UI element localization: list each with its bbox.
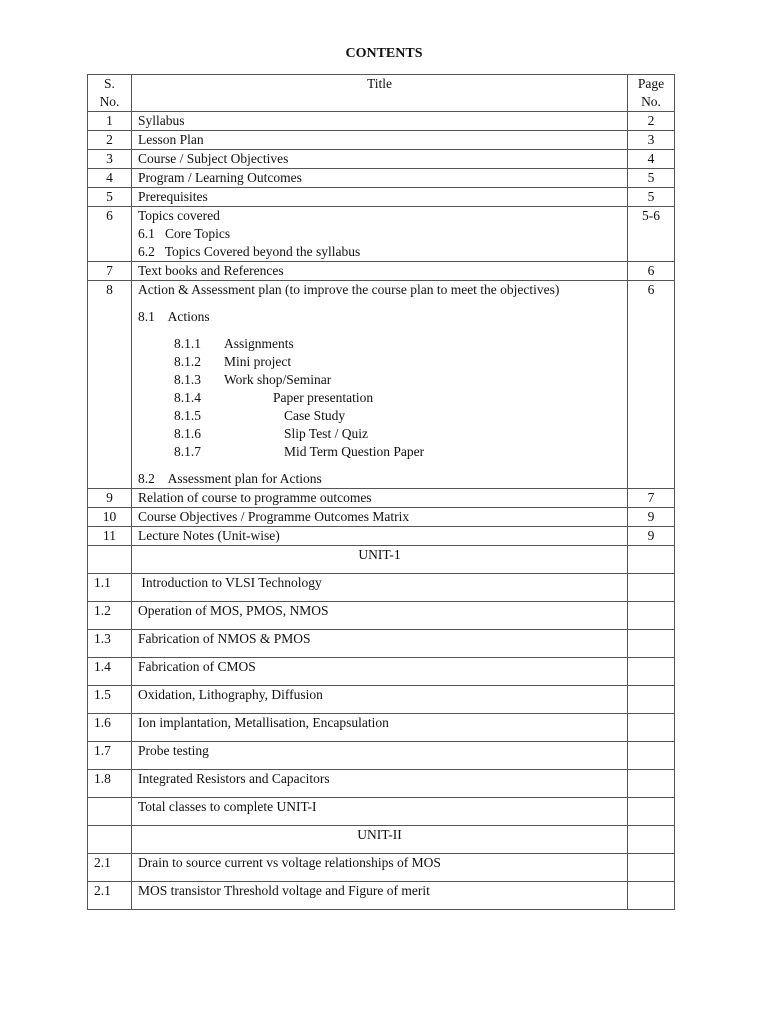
table-row bbox=[88, 207, 675, 262]
row-title: MOS transistor Threshold voltage and Figure of merit bbox=[132, 882, 628, 910]
subtopic-item bbox=[138, 425, 621, 443]
empty-cell bbox=[628, 658, 675, 686]
row-page: 6 bbox=[628, 262, 675, 281]
table-row bbox=[88, 770, 675, 798]
row-title: Drain to source current vs voltage relationships of MOS bbox=[132, 854, 628, 882]
table-row bbox=[88, 150, 675, 169]
table-row bbox=[88, 882, 675, 910]
row-title: Fabrication of CMOS bbox=[132, 658, 628, 686]
row-sno: 1.5 bbox=[88, 686, 132, 714]
row-title: Topics covered bbox=[138, 208, 220, 223]
row-sno: 1.3 bbox=[88, 630, 132, 658]
row-page: 7 bbox=[628, 489, 675, 508]
empty-cell bbox=[628, 602, 675, 630]
unit-heading: UNIT-II bbox=[132, 826, 628, 854]
empty-cell bbox=[88, 546, 132, 574]
table-row bbox=[88, 630, 675, 658]
table-row bbox=[88, 574, 675, 602]
row-sno: 1.1 bbox=[88, 574, 132, 602]
row-sno: 2.1 bbox=[88, 854, 132, 882]
empty-cell bbox=[628, 686, 675, 714]
row-sno: 1.4 bbox=[88, 658, 132, 686]
unit-heading-row bbox=[88, 826, 675, 854]
table-row bbox=[88, 714, 675, 742]
empty-cell bbox=[628, 882, 675, 910]
subtopic-number: 8.1.3 bbox=[174, 372, 201, 387]
empty-cell bbox=[628, 798, 675, 826]
empty-cell bbox=[628, 854, 675, 882]
contents-table bbox=[87, 74, 675, 910]
row-sno: 1 bbox=[88, 112, 132, 131]
row-page: 5 bbox=[628, 188, 675, 207]
row-title: Probe testing bbox=[132, 742, 628, 770]
subtopic-item: 6.2 Topics Covered beyond the syllabus bbox=[138, 244, 361, 259]
row-page: 9 bbox=[628, 527, 675, 546]
subtopic-text: Work shop/Seminar bbox=[224, 372, 332, 387]
table-row bbox=[88, 489, 675, 508]
empty-cell bbox=[628, 714, 675, 742]
row-title: Program / Learning Outcomes bbox=[132, 169, 628, 188]
row-sno: 9 bbox=[88, 489, 132, 508]
empty-cell bbox=[628, 826, 675, 854]
empty-cell bbox=[628, 770, 675, 798]
subtopic-number: 8.1.1 bbox=[174, 336, 201, 351]
row-page: 9 bbox=[628, 508, 675, 527]
row-title: Lesson Plan bbox=[132, 131, 628, 150]
table-row bbox=[88, 686, 675, 714]
empty-cell bbox=[628, 630, 675, 658]
row-title-group bbox=[132, 281, 628, 489]
empty-cell bbox=[88, 826, 132, 854]
subtopic-item bbox=[138, 389, 621, 407]
subtopic-item bbox=[138, 353, 621, 371]
subtopic-number: 8.1.6 bbox=[174, 426, 201, 441]
subtopic-number: 8.1.5 bbox=[174, 408, 201, 423]
subtopic-text: Mid Term Question Paper bbox=[284, 444, 425, 459]
row-sno: 11 bbox=[88, 527, 132, 546]
row-sno: 2.1 bbox=[88, 882, 132, 910]
table-row bbox=[88, 262, 675, 281]
row-page: 6 bbox=[628, 281, 675, 489]
subtopic-text: Assignments bbox=[224, 336, 294, 351]
table-row bbox=[88, 112, 675, 131]
row-page: 5 bbox=[628, 169, 675, 188]
subtopic-list bbox=[138, 335, 621, 461]
row-sno: 8 bbox=[88, 281, 132, 489]
row-page: 3 bbox=[628, 131, 675, 150]
table-header-row bbox=[88, 75, 675, 112]
column-header-page: Page No. bbox=[628, 75, 675, 112]
table-row bbox=[88, 742, 675, 770]
row-page: 4 bbox=[628, 150, 675, 169]
row-sno: 1.7 bbox=[88, 742, 132, 770]
subtopic-text: Paper presentation bbox=[273, 390, 374, 405]
row-title: Text books and References bbox=[132, 262, 628, 281]
row-title: Integrated Resistors and Capacitors bbox=[132, 770, 628, 798]
row-title: Lecture Notes (Unit-wise) bbox=[132, 527, 628, 546]
row-title: Action & Assessment plan (to improve the course plan to meet the objectives) bbox=[138, 282, 560, 297]
subtopic-number: 8.1.7 bbox=[174, 444, 201, 459]
row-title-group bbox=[132, 207, 628, 262]
table-row bbox=[88, 527, 675, 546]
row-sno: 5 bbox=[88, 188, 132, 207]
row-title: Course Objectives / Programme Outcomes Matrix bbox=[132, 508, 628, 527]
row-title: Fabrication of NMOS & PMOS bbox=[132, 630, 628, 658]
row-title: Course / Subject Objectives bbox=[132, 150, 628, 169]
table-row bbox=[88, 188, 675, 207]
row-title: Introduction to VLSI Technology bbox=[132, 574, 628, 602]
total-classes-label: Total classes to complete UNIT-I bbox=[132, 798, 628, 826]
row-title: Ion implantation, Metallisation, Encapsulation bbox=[132, 714, 628, 742]
row-title: Operation of MOS, PMOS, NMOS bbox=[132, 602, 628, 630]
row-sno: 10 bbox=[88, 508, 132, 527]
row-page: 5-6 bbox=[628, 207, 675, 262]
empty-cell bbox=[628, 742, 675, 770]
subtopic-heading: 8.1 Actions bbox=[138, 309, 210, 324]
table-row bbox=[88, 658, 675, 686]
subtopic-item: 6.1 Core Topics bbox=[138, 226, 231, 241]
page-title: CONTENTS bbox=[345, 46, 423, 61]
row-sno: 6 bbox=[88, 207, 132, 262]
table-row bbox=[88, 854, 675, 882]
subtopic-text: Case Study bbox=[284, 408, 346, 423]
row-title: Oxidation, Lithography, Diffusion bbox=[132, 686, 628, 714]
total-row bbox=[88, 798, 675, 826]
row-title: Relation of course to programme outcomes bbox=[132, 489, 628, 508]
subtopic-heading: 8.2 Assessment plan for Actions bbox=[138, 471, 322, 486]
subtopic-item bbox=[138, 371, 621, 389]
empty-cell bbox=[88, 798, 132, 826]
empty-cell bbox=[628, 546, 675, 574]
table-row bbox=[88, 602, 675, 630]
table-row bbox=[88, 281, 675, 489]
row-sno: 1.6 bbox=[88, 714, 132, 742]
row-title: Syllabus bbox=[132, 112, 628, 131]
row-sno: 2 bbox=[88, 131, 132, 150]
row-sno: 1.8 bbox=[88, 770, 132, 798]
row-sno: 1.2 bbox=[88, 602, 132, 630]
table-row bbox=[88, 508, 675, 527]
subtopic-number: 8.1.4 bbox=[174, 390, 201, 405]
row-sno: 3 bbox=[88, 150, 132, 169]
subtopic-number: 8.1.2 bbox=[174, 354, 201, 369]
subtopic-text: Mini project bbox=[224, 354, 292, 369]
row-page: 2 bbox=[628, 112, 675, 131]
column-header-sno: S. No. bbox=[88, 75, 132, 112]
subtopic-item bbox=[138, 443, 621, 461]
row-sno: 4 bbox=[88, 169, 132, 188]
row-sno: 7 bbox=[88, 262, 132, 281]
subtopic-item bbox=[138, 335, 621, 353]
table-row bbox=[88, 131, 675, 150]
subtopic-item bbox=[138, 407, 621, 425]
unit-heading: UNIT-1 bbox=[132, 546, 628, 574]
table-row bbox=[88, 169, 675, 188]
unit-heading-row bbox=[88, 546, 675, 574]
subtopic-text: Slip Test / Quiz bbox=[284, 426, 368, 441]
row-title: Prerequisites bbox=[132, 188, 628, 207]
empty-cell bbox=[628, 574, 675, 602]
column-header-title: Title bbox=[132, 75, 628, 112]
